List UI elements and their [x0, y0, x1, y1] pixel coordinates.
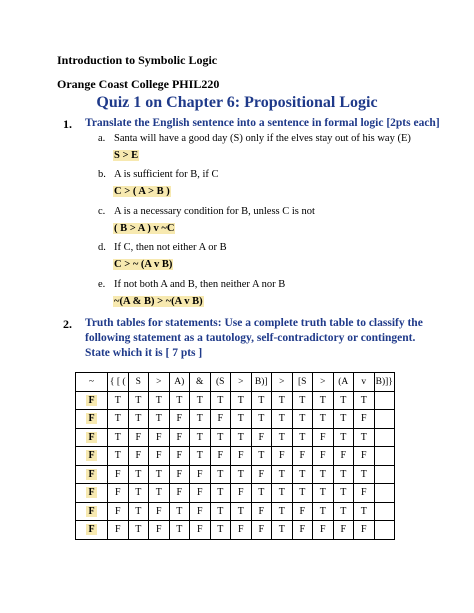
q1-item-d-letter: d.	[98, 242, 106, 253]
table-cell: T	[272, 502, 293, 521]
table-cell: F	[169, 410, 190, 429]
table-cell: T	[272, 465, 293, 484]
table-cell: F	[108, 521, 129, 540]
table-cell: T	[272, 391, 293, 410]
table-cell: T	[292, 428, 313, 447]
table-cell: T	[231, 465, 252, 484]
table-cell: T	[210, 484, 231, 503]
table-cell: T	[313, 502, 334, 521]
table-cell: T	[313, 484, 334, 503]
result-value: F	[88, 431, 95, 443]
header-cell: [S	[292, 373, 313, 392]
table-row	[76, 484, 395, 503]
table-cell: T	[210, 502, 231, 521]
table-cell: T	[292, 391, 313, 410]
table-cell: T	[354, 428, 375, 447]
table-cell: F	[149, 447, 170, 466]
header-cell: B)]}	[374, 373, 395, 392]
q1-item-a-answer-text: S > E	[114, 150, 139, 161]
table-cell: F	[108, 502, 129, 521]
result-cell	[76, 410, 108, 429]
table-cell: F	[272, 447, 293, 466]
header-cell: (S	[210, 373, 231, 392]
result-cell	[76, 391, 108, 410]
table-cell: T	[231, 428, 252, 447]
table-cell: T	[313, 465, 334, 484]
table-cell: T	[190, 447, 211, 466]
table-cell: F	[231, 484, 252, 503]
header-cell: { [ (	[108, 373, 129, 392]
header-cell: ~	[76, 373, 108, 392]
truth-table	[75, 372, 395, 540]
table-cell: T	[251, 410, 272, 429]
q1-item-a-text: Santa will have a good day (S) only if the elves stay out of his way (E)	[114, 133, 411, 144]
course-title: Introduction to Symbolic Logic	[57, 53, 218, 67]
header-cell: (A	[333, 373, 354, 392]
table-cell: T	[128, 484, 149, 503]
question-2-line-1: Truth tables for statements: Use a complete truth table to classify the	[85, 317, 423, 329]
table-cell: T	[108, 428, 129, 447]
result-value: F	[88, 450, 95, 462]
q1-item-c-answer	[113, 218, 175, 236]
table-cell: F	[354, 447, 375, 466]
table-cell: F	[190, 465, 211, 484]
table-cell: T	[149, 391, 170, 410]
table-cell	[374, 484, 395, 503]
table-cell: T	[149, 465, 170, 484]
table-cell: T	[231, 502, 252, 521]
table-cell: T	[354, 502, 375, 521]
result-value: F	[88, 394, 95, 406]
table-cell: F	[128, 428, 149, 447]
table-cell: F	[333, 447, 354, 466]
table-cell: F	[190, 484, 211, 503]
table-cell: T	[354, 391, 375, 410]
table-cell: F	[169, 428, 190, 447]
table-cell: F	[333, 521, 354, 540]
table-cell: F	[190, 521, 211, 540]
table-row	[76, 447, 395, 466]
table-cell	[374, 465, 395, 484]
header-cell: v	[354, 373, 375, 392]
table-cell: T	[210, 428, 231, 447]
table-cell: T	[128, 502, 149, 521]
table-cell: F	[251, 428, 272, 447]
table-cell: T	[251, 484, 272, 503]
q1-item-a-letter: a.	[98, 133, 106, 144]
table-cell: T	[272, 410, 293, 429]
table-cell: F	[251, 502, 272, 521]
table-cell: F	[169, 484, 190, 503]
header-cell: &	[190, 373, 211, 392]
table-cell: T	[210, 521, 231, 540]
q1-item-e-answer	[113, 291, 204, 309]
table-cell: T	[128, 465, 149, 484]
table-cell	[374, 521, 395, 540]
table-cell	[374, 410, 395, 429]
result-cell	[76, 428, 108, 447]
table-cell: T	[313, 391, 334, 410]
result-cell	[76, 484, 108, 503]
table-cell: T	[128, 521, 149, 540]
result-value: F	[88, 468, 95, 480]
table-cell: F	[149, 428, 170, 447]
table-cell	[374, 391, 395, 410]
q1-item-e-letter: e.	[98, 279, 106, 290]
header-cell: B)]	[251, 373, 272, 392]
table-cell: F	[210, 447, 231, 466]
table-cell: F	[313, 521, 334, 540]
table-cell: F	[292, 447, 313, 466]
q1-item-a-answer	[113, 145, 139, 163]
q1-item-c-text: A is a necessary condition for B, unless C is not	[114, 206, 315, 217]
header-cell: A)	[169, 373, 190, 392]
table-cell: T	[251, 391, 272, 410]
question-2-line-2: following statement as a tautology, self-contradictory or contingent.	[85, 332, 416, 344]
table-cell: T	[333, 484, 354, 503]
table-cell: T	[231, 410, 252, 429]
table-cell: T	[292, 410, 313, 429]
table-cell: F	[108, 484, 129, 503]
table-cell: F	[169, 447, 190, 466]
q1-item-e-text: If not both A and B, then neither A nor B	[114, 279, 286, 290]
table-row	[76, 465, 395, 484]
truth-table-header-row	[76, 373, 395, 392]
table-cell: T	[272, 521, 293, 540]
question-2-line-3: State which it is [ 7 pts ]	[85, 347, 203, 359]
header-cell: S	[128, 373, 149, 392]
header-cell: >	[272, 373, 293, 392]
question-1-number: 1.	[63, 117, 72, 131]
table-cell: T	[169, 521, 190, 540]
q1-item-c-letter: c.	[98, 206, 106, 217]
table-cell: T	[149, 410, 170, 429]
table-cell: F	[149, 502, 170, 521]
table-row	[76, 410, 395, 429]
table-cell	[374, 428, 395, 447]
q1-item-b-answer	[113, 181, 171, 199]
table-cell: F	[251, 521, 272, 540]
table-cell: F	[292, 521, 313, 540]
table-cell: T	[108, 447, 129, 466]
table-cell: T	[231, 391, 252, 410]
table-cell: T	[169, 391, 190, 410]
question-2-number: 2.	[63, 317, 72, 331]
q1-item-b-answer-text: C > ( A > B )	[114, 186, 170, 197]
result-value: F	[88, 487, 95, 499]
table-cell: T	[190, 428, 211, 447]
q1-item-c-answer-text: ( B > A ) v ~C	[114, 223, 175, 234]
table-cell: F	[231, 521, 252, 540]
table-row	[76, 502, 395, 521]
table-cell: F	[313, 428, 334, 447]
table-cell: T	[128, 391, 149, 410]
table-cell	[374, 447, 395, 466]
table-cell: T	[128, 410, 149, 429]
header-cell: >	[313, 373, 334, 392]
table-cell: T	[190, 410, 211, 429]
table-cell: T	[333, 502, 354, 521]
table-cell: T	[333, 391, 354, 410]
table-cell: T	[333, 410, 354, 429]
table-cell: T	[108, 391, 129, 410]
truth-table-body	[76, 391, 395, 539]
table-cell: T	[210, 391, 231, 410]
table-cell: T	[292, 465, 313, 484]
table-cell: T	[272, 484, 293, 503]
table-cell: T	[149, 484, 170, 503]
table-cell: T	[313, 410, 334, 429]
result-cell	[76, 465, 108, 484]
table-cell: T	[251, 447, 272, 466]
table-row	[76, 391, 395, 410]
q1-item-b-text: A is sufficient for B, if C	[114, 169, 219, 180]
q1-item-b-letter: b.	[98, 169, 106, 180]
result-value: F	[88, 505, 95, 517]
table-cell: F	[251, 465, 272, 484]
table-cell: F	[169, 465, 190, 484]
table-cell: F	[292, 502, 313, 521]
quiz-title: Quiz 1 on Chapter 6: Propositional Logic	[96, 94, 378, 111]
table-cell: T	[210, 465, 231, 484]
q1-item-d-answer	[113, 254, 173, 272]
result-value: F	[88, 413, 95, 425]
table-cell: T	[108, 410, 129, 429]
table-cell: F	[190, 502, 211, 521]
table-cell: T	[333, 465, 354, 484]
college-title: Orange Coast College PHIL220	[57, 77, 220, 91]
q1-item-d-answer-text: C > ~ (A v B)	[114, 259, 173, 270]
result-cell	[76, 502, 108, 521]
result-cell	[76, 521, 108, 540]
table-cell: F	[149, 521, 170, 540]
table-cell	[374, 502, 395, 521]
table-cell: F	[128, 447, 149, 466]
table-cell: F	[108, 465, 129, 484]
table-cell: T	[169, 502, 190, 521]
table-cell: F	[231, 447, 252, 466]
table-row	[76, 521, 395, 540]
result-value: F	[88, 524, 95, 536]
table-cell: F	[210, 410, 231, 429]
table-row	[76, 428, 395, 447]
table-cell: T	[354, 465, 375, 484]
table-cell: T	[190, 391, 211, 410]
table-cell: F	[354, 521, 375, 540]
header-cell: >	[149, 373, 170, 392]
table-cell: T	[292, 484, 313, 503]
q1-item-e-answer-text: ~(A & B) > ~(A v B)	[114, 296, 203, 307]
table-cell: F	[313, 447, 334, 466]
table-cell: F	[354, 410, 375, 429]
table-cell: F	[354, 484, 375, 503]
q1-item-d-text: If C, then not either A or B	[114, 242, 227, 253]
table-cell: T	[272, 428, 293, 447]
header-cell: >	[231, 373, 252, 392]
question-1-text: Translate the English sentence into a sentence in formal logic [2pts each]	[85, 117, 440, 129]
table-cell: T	[333, 428, 354, 447]
result-cell	[76, 447, 108, 466]
